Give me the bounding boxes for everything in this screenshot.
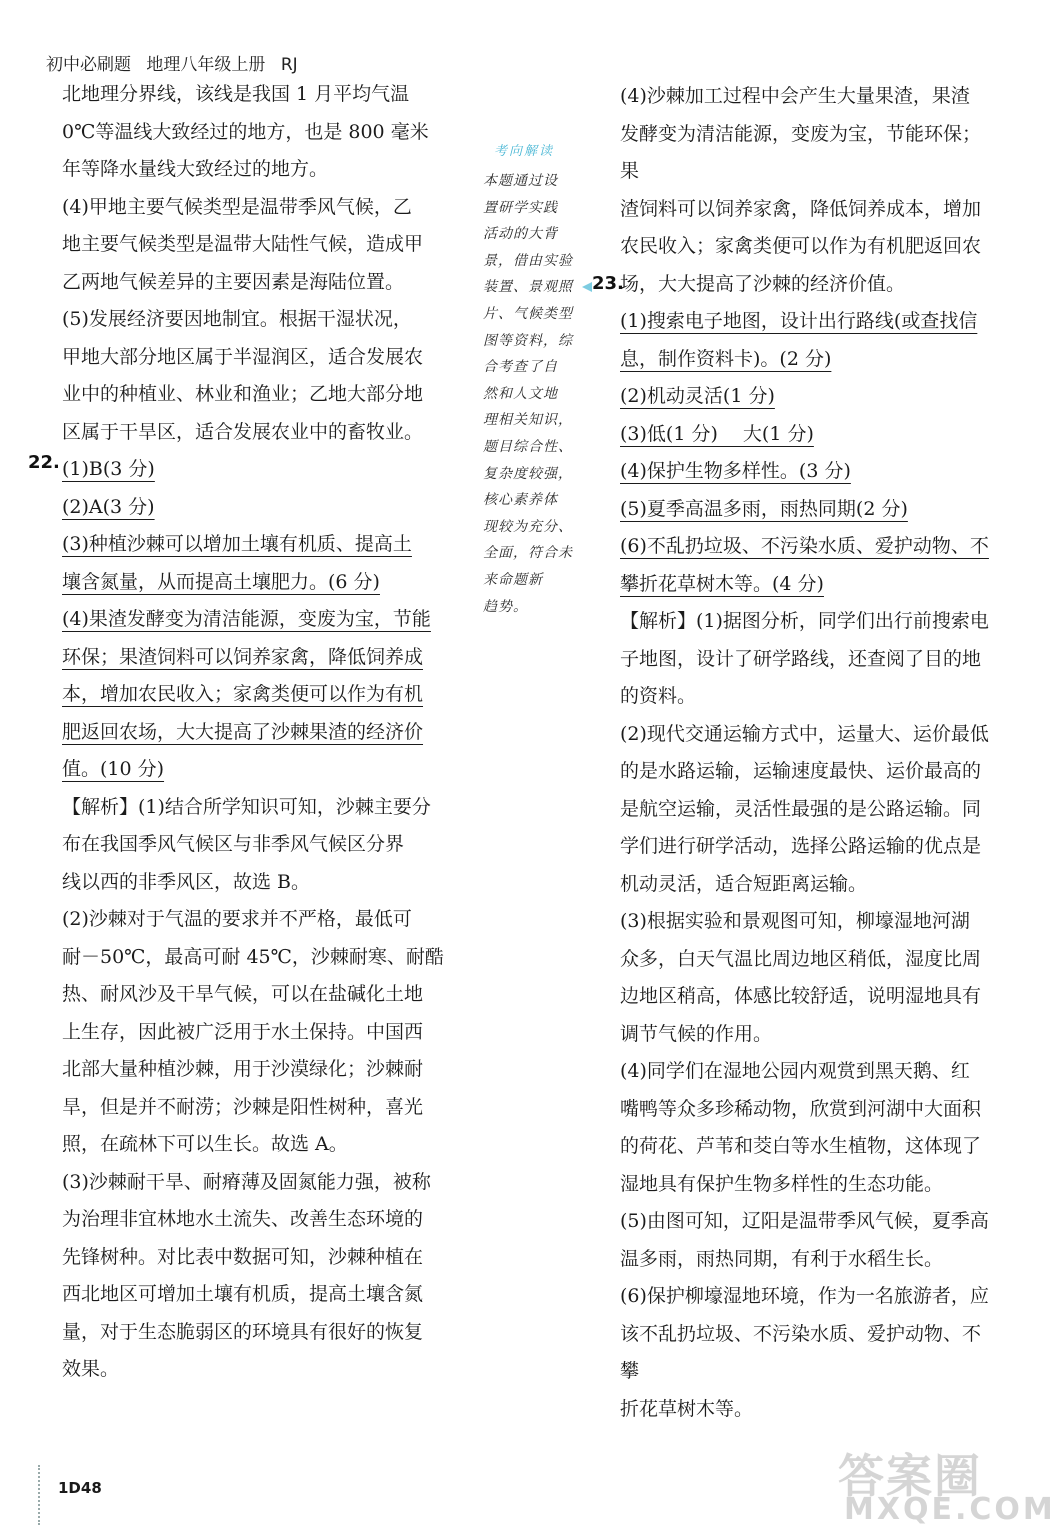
analysis-line: (6)保护柳壕湿地环境，作为一名旅游者，应 bbox=[620, 1285, 989, 1307]
answer-line: (1)B(3 分) bbox=[62, 458, 155, 480]
analysis-line: (3)根据实验和景观图可知，柳壕湿地河湖 bbox=[620, 910, 970, 932]
text-line: 年等降水量线大致经过的地方。 bbox=[62, 158, 329, 180]
watermark-top: 答案圈 bbox=[838, 1449, 982, 1503]
watermark-bottom: MXQE.COM bbox=[844, 1492, 1056, 1527]
analysis-line: (5)由图可知，辽阳是温带季风气候，夏季高 bbox=[620, 1210, 989, 1232]
text-line: 甲地大部分地区属于半湿润区，适合发展农 bbox=[62, 345, 424, 368]
answer-line: 环保；果渣饲料可以饲养家禽，降低饲养成 bbox=[62, 645, 424, 668]
answer-line: (3)种植沙棘可以增加土壤有机质、提高土 bbox=[62, 533, 412, 555]
sidebar-line: 置研学实践 bbox=[483, 199, 558, 216]
analysis-line: 耐－50℃，最高可耐 45℃，沙棘耐寒、耐酷 bbox=[62, 945, 444, 968]
edition-code: RJ bbox=[280, 55, 298, 75]
text-line: 北地理分界线，该线是我国 1 月平均气温 bbox=[62, 83, 410, 105]
sidebar-line: 景，借由实验 bbox=[483, 252, 573, 269]
watermark-logo bbox=[838, 1440, 1056, 1530]
analysis-line: 效果。 bbox=[62, 1358, 120, 1380]
sidebar-title: 考向解读 bbox=[494, 144, 555, 159]
sidebar-line: 题目综合性、 bbox=[483, 438, 573, 455]
analysis-line: 布在我国季风气候区与非季风气候区分界 bbox=[62, 833, 405, 855]
text-line: 场，大大提高了沙棘的经济价值。 bbox=[620, 272, 906, 295]
analysis-line: 量，对于生态脆弱区的环境具有很好的恢复 bbox=[62, 1320, 424, 1343]
text-line: 乙两地气候差异的主要因素是海陆位置。 bbox=[62, 270, 405, 293]
text-line: 0℃等温线大致经过的地方，也是 800 毫米 bbox=[62, 120, 429, 143]
page-number: 1D48 bbox=[58, 1479, 102, 1497]
text-line: (5)发展经济要因地制宜。根据干湿状况， bbox=[62, 308, 412, 330]
analysis-line: 北部大量种植沙棘，用于沙漠绿化；沙棘耐 bbox=[62, 1058, 424, 1080]
margin-dots bbox=[38, 1465, 44, 1525]
text-line: (4)甲地主要气候类型是温带季风气候，乙 bbox=[62, 195, 412, 218]
sidebar-line: 活动的大背 bbox=[483, 226, 558, 243]
answer-line: (5)夏季高温多雨，雨热同期(2 分) bbox=[620, 497, 908, 520]
arrow-icon bbox=[580, 282, 592, 292]
analysis-line: (2)沙棘对于气温的要求并不严格，最低可 bbox=[62, 908, 412, 930]
analysis-line: (2)现代交通运输方式中，运量大、运价最低 bbox=[620, 722, 989, 745]
page-header bbox=[46, 50, 308, 75]
sidebar-line: 来命题新 bbox=[483, 571, 543, 588]
analysis-line: 的是水路运输，运输速度最快、运价最高的 bbox=[620, 760, 982, 782]
analysis-line: 先锋树种。对比表中数据可知，沙棘种植在 bbox=[62, 1245, 424, 1268]
answer-line: (1)搜索电子地图，设计出行路线(或查找信 bbox=[620, 310, 978, 332]
text-line: 业中的种植业、林业和渔业；乙地大部分地 bbox=[62, 383, 424, 405]
sidebar-line: 现较为充分、 bbox=[483, 518, 573, 535]
answer-line: 攀折花草树木等。(4 分) bbox=[620, 572, 824, 595]
left-column bbox=[62, 76, 472, 1389]
question-number-23: 23. bbox=[592, 273, 624, 294]
analysis-line: 学们进行研学活动，选择公路运输的优点是 bbox=[620, 835, 982, 857]
answer-line: (4)保护生物多样性。(3 分) bbox=[620, 460, 851, 482]
text-line: 农民收入；家禽类便可以作为有机肥返回农 bbox=[620, 235, 982, 257]
analysis-line: 边地区稍高，体感比较舒适，说明湿地具有 bbox=[620, 985, 982, 1007]
question-number-22: 22. bbox=[28, 452, 60, 473]
answer-line: 息，制作资料卡)。(2 分) bbox=[620, 347, 832, 370]
analysis-line: 折花草树木等。 bbox=[620, 1397, 754, 1420]
sidebar-line: 复杂度较强， bbox=[483, 465, 573, 482]
sidebar-line: 装置、景观照 bbox=[483, 279, 573, 296]
analysis-line: 【解析】(1)据图分析，同学们出行前搜索电 bbox=[620, 610, 989, 632]
analysis-line: 旱，但是并不耐涝；沙棘是阳性树种，喜光 bbox=[62, 1095, 424, 1118]
analysis-line: 该不乱扔垃圾、不污染水质、爱护动物、不攀 bbox=[620, 1322, 982, 1382]
sidebar-line: 全面，符合未 bbox=[483, 545, 573, 562]
answer-line: (2)机动灵活(1 分) bbox=[620, 385, 775, 407]
answer-line: (3)低(1 分) 大(1 分) bbox=[620, 422, 814, 445]
analysis-line: 为治理非宜林地水土流失、改善生态环境的 bbox=[62, 1208, 424, 1230]
text-line: 地主要气候类型是温带大陆性气候，造成甲 bbox=[62, 233, 424, 255]
analysis-line: 调节气候的作用。 bbox=[620, 1022, 773, 1045]
sidebar-line: 然和人文地 bbox=[483, 385, 558, 402]
analysis-line: 嘴鸭等众多珍稀动物，欣赏到河湖中大面积 bbox=[620, 1097, 982, 1120]
answer-line: 本，增加农民收入；家禽类便可以作为有机 bbox=[62, 683, 424, 705]
text-line: 区属于干旱区，适合发展农业中的畜牧业。 bbox=[62, 420, 424, 443]
answer-line: 壤含氮量，从而提高土壤肥力。(6 分) bbox=[62, 570, 380, 593]
sidebar-line: 合考查了自 bbox=[483, 359, 558, 376]
analysis-line: 的资料。 bbox=[620, 685, 697, 707]
analysis-line: 线以西的非季风区，故选 B。 bbox=[62, 870, 311, 893]
text-line: (4)沙棘加工过程中会产生大量果渣，果渣 bbox=[620, 85, 970, 107]
analysis-line: 【解析】(1)结合所学知识可知，沙棘主要分 bbox=[62, 795, 431, 818]
analysis-line: (4)同学们在湿地公园内观赏到黑天鹅、红 bbox=[620, 1060, 970, 1082]
sidebar-line: 趋势。 bbox=[483, 598, 528, 615]
analysis-line: 众多，白天气温比周边地区稍低，湿度比周 bbox=[620, 947, 982, 970]
analysis-line: 西北地区可增加土壤有机质，提高土壤含氮 bbox=[62, 1283, 424, 1305]
series-name: 初中必刷题 bbox=[46, 55, 131, 75]
sidebar-commentary bbox=[483, 168, 575, 620]
analysis-line: 照，在疏林下可以生长。故选 A。 bbox=[62, 1133, 348, 1155]
right-column bbox=[620, 78, 998, 1428]
sidebar-line: 片、气候类型 bbox=[483, 305, 573, 322]
analysis-line: 热、耐风沙及干旱气候，可以在盐碱化土地 bbox=[62, 983, 424, 1005]
answer-line: (2)A(3 分) bbox=[62, 495, 155, 518]
analysis-line: 的荷花、芦苇和茭白等水生植物，这体现了 bbox=[620, 1135, 982, 1157]
analysis-line: 机动灵活，适合短距离运输。 bbox=[620, 872, 868, 895]
analysis-line: 湿地具有保护生物多样性的生态功能。 bbox=[620, 1172, 944, 1195]
sidebar-line: 理相关知识， bbox=[483, 412, 573, 429]
text-line: 发酵变为清洁能源，变废为宝，节能环保；果 bbox=[620, 122, 982, 182]
analysis-line: (3)沙棘耐干旱、耐瘠薄及固氮能力强，被称 bbox=[62, 1170, 431, 1193]
book-title: 地理八年级上册 bbox=[146, 55, 266, 75]
answer-line: 值。(10 分) bbox=[62, 758, 165, 780]
analysis-line: 是航空运输，灵活性最强的是公路运输。同 bbox=[620, 797, 982, 820]
sidebar-line: 核心素养体 bbox=[483, 492, 558, 509]
sidebar-line: 本题通过设 bbox=[483, 173, 558, 189]
analysis-line: 上生存，因此被广泛用于水土保持。中国西 bbox=[62, 1020, 424, 1043]
text-line: 渣饲料可以饲养家禽，降低饲养成本，增加 bbox=[620, 197, 982, 220]
answer-line: 肥返回农场，大大提高了沙棘果渣的经济价 bbox=[62, 720, 424, 743]
sidebar-line: 图等资料，综 bbox=[483, 332, 573, 349]
analysis-line: 温多雨，雨热同期，有利于水稻生长。 bbox=[620, 1247, 944, 1270]
answer-line: (4)果渣发酵变为清洁能源，变废为宝，节能 bbox=[62, 608, 431, 630]
analysis-line: 子地图，设计了研学路线，还查阅了目的地 bbox=[620, 647, 982, 670]
answer-line: (6)不乱扔垃圾、不污染水质、爱护动物、不 bbox=[620, 535, 989, 557]
